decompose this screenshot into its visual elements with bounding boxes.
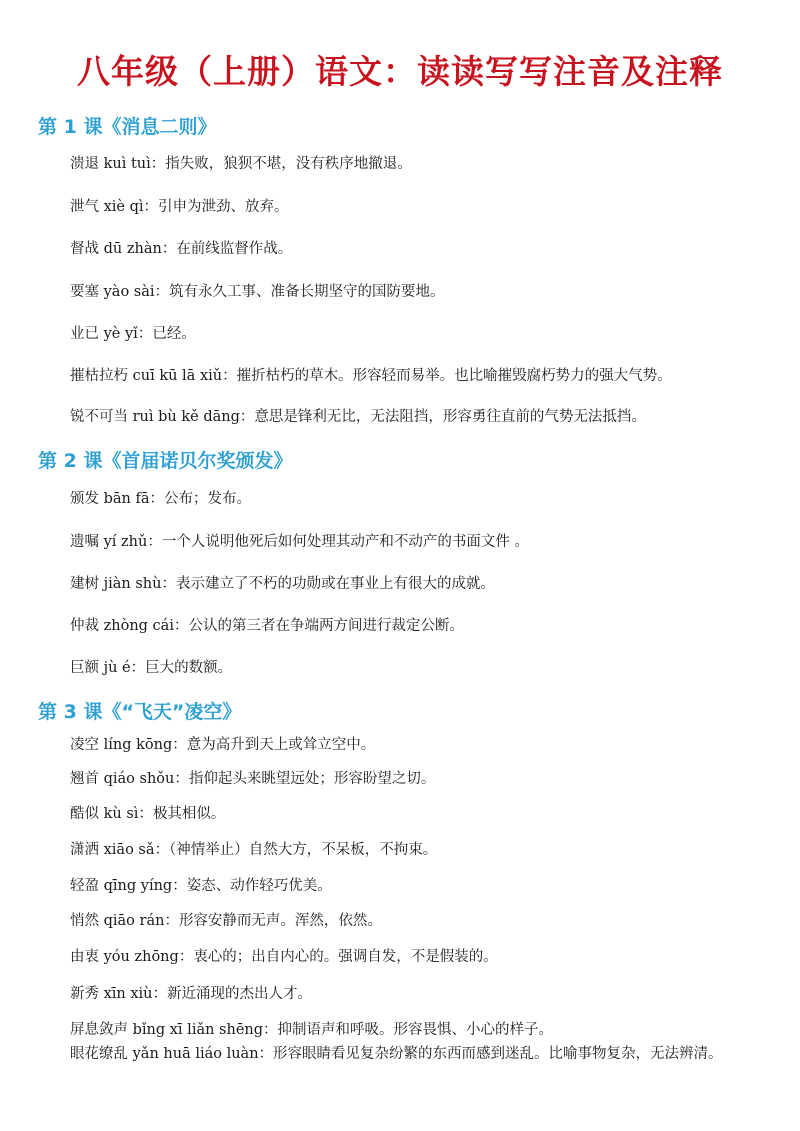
entry-row: 建树 jiàn shù：表示建立了不朽的功勋或在事业上有很大的成就。	[70, 576, 495, 592]
entry-definition: 形容安静而无声。浑然，依然。	[178, 913, 382, 929]
entry-pinyin: qīng yíng	[103, 878, 173, 894]
entry-definition: 指失败，狼狈不堪，没有秩序地撤退。	[165, 156, 412, 172]
entry-row: 摧枯拉朽 cuī kū lā xiǔ：摧折枯朽的草木。形容轻而易举。也比喻摧毁腐朽势力的强大气势。	[70, 368, 672, 384]
entry-pinyin: jù é	[103, 660, 131, 676]
entry-word: 建树	[70, 576, 99, 592]
entry-row: 督战 dū zhàn：在前线监督作战。	[70, 241, 293, 257]
entry-definition: 引申为泄劲、放弃。	[158, 199, 289, 215]
entry-definition: 巨大的数额。	[145, 660, 233, 676]
entry-row: 潇洒 xiāo sǎ：（神情举止）自然大方，不呆板，不拘束。	[70, 842, 438, 858]
entry-row: 酷似 kù sì：极其相似。	[70, 806, 226, 822]
entry-word: 由衷	[70, 949, 99, 965]
entry-pinyin: xīn xiù	[103, 986, 153, 1002]
entry-row: 新秀 xīn xiù：新近涌现的杰出人才。	[70, 986, 313, 1002]
entry-word: 要塞	[70, 284, 99, 300]
entry-pinyin: kuì tuì	[103, 156, 151, 172]
entry-word: 巨额	[70, 660, 99, 676]
entry-word: 督战	[70, 241, 99, 257]
entry-pinyin: bān fā	[103, 491, 150, 507]
entry-word: 翘首	[70, 771, 99, 787]
entry-word: 锐不可当	[70, 409, 128, 425]
entry-row: 眼花缭乱 yǎn huā liáo luàn：形容眼睛看见复杂纷繁的东西而感到迷乱。比喻事物复杂，无法辨清。	[70, 1046, 723, 1062]
entry-pinyin: cuī kū lā xiǔ	[132, 368, 223, 384]
entry-row: 颁发 bān fā：公布；发布。	[70, 491, 251, 507]
entry-definition: 公布；发布。	[164, 491, 251, 507]
entry-word: 泄气	[70, 199, 99, 215]
entry-definition: 衷心的；出自内心的。强调自发，不是假装的。	[193, 949, 498, 965]
entry-row: 业已 yè yǐ：已经。	[70, 326, 196, 342]
entry-pinyin: yào sài	[103, 284, 155, 300]
entry-row: 轻盈 qīng yíng：姿态、动作轻巧优美。	[70, 878, 332, 894]
entry-pinyin: kù sì	[103, 806, 139, 822]
entry-definition: 姿态、动作轻巧优美。	[186, 878, 332, 894]
entry-definition: 极其相似。	[152, 806, 226, 822]
entry-pinyin: yóu zhōng	[103, 949, 179, 965]
entry-pinyin: yè yǐ	[103, 326, 138, 342]
entry-row: 要塞 yào sài：筑有永久工事、准备长期坚守的国防要地。	[70, 284, 445, 300]
lesson-3-heading: 第 3 课《“飞天”凌空》	[38, 701, 242, 723]
entry-pinyin: líng kōng	[103, 737, 173, 753]
entry-word: 酷似	[70, 806, 99, 822]
entry-pinyin: xiè qì	[103, 199, 144, 215]
entry-pinyin: bǐng xī liǎn shēng	[132, 1022, 264, 1038]
entry-row: 溃退 kuì tuì：指失败，狼狈不堪，没有秩序地撤退。	[70, 156, 412, 172]
entry-row: 锐不可当 ruì bù kě dāng：意思是锋利无比，无法阻挡，形容勇往直前的气势无法抵挡。	[70, 409, 646, 425]
entry-definition: 在前线监督作战。	[176, 241, 293, 257]
entry-definition: 意思是锋利无比，无法阻挡，形容勇往直前的气势无法抵挡。	[254, 409, 646, 425]
entry-pinyin: ruì bù kě dāng	[132, 409, 240, 425]
entry-pinyin: zhòng cái	[103, 618, 174, 634]
entry-definition: （神情举止）自然大方，不呆板，不拘束。	[169, 842, 438, 858]
entry-pinyin: yǎn huā liáo luàn	[132, 1046, 259, 1062]
entry-pinyin: yí zhǔ	[103, 534, 148, 550]
entry-definition: 指仰起头来眺望远处；形容盼望之切。	[188, 771, 436, 787]
entry-word: 凌空	[70, 737, 99, 753]
entry-pinyin: qiāo rán	[103, 913, 165, 929]
entry-row: 仲裁 zhòng cái：公认的第三者在争端两方间进行裁定公断。	[70, 618, 464, 634]
entry-definition: 意为高升到天上或耸立空中。	[186, 737, 376, 753]
entry-word: 摧枯拉朽	[70, 368, 128, 384]
entry-row: 遗嘱 yí zhǔ：一个人说明他死后如何处理其动产和不动产的书面文件 。	[70, 534, 529, 550]
entry-definition: 形容眼睛看见复杂纷繁的东西而感到迷乱。比喻事物复杂，无法辨清。	[273, 1046, 723, 1062]
entry-word: 仲裁	[70, 618, 99, 634]
entry-pinyin: qiáo shǒu	[103, 771, 175, 787]
entry-definition: 已经。	[152, 326, 196, 342]
entry-row: 屏息敛声 bǐng xī liǎn shēng：抑制语声和呼吸。形容畏惧、小心的样子。	[70, 1022, 554, 1038]
entry-row: 翘首 qiáo shǒu：指仰起头来眺望远处；形容盼望之切。	[70, 771, 436, 787]
entry-pinyin: xiāo sǎ	[103, 842, 155, 858]
lesson-2-heading: 第 2 课《首届诺贝尔奖颁发》	[38, 450, 293, 472]
lesson-1-heading: 第 1 课《消息二则》	[38, 116, 217, 138]
entry-row: 凌空 líng kōng：意为高升到天上或耸立空中。	[70, 737, 376, 753]
entry-word: 屏息敛声	[70, 1022, 128, 1038]
entry-word: 新秀	[70, 986, 99, 1002]
entry-definition: 公认的第三者在争端两方间进行裁定公断。	[188, 618, 464, 634]
entry-row: 巨额 jù é：巨大的数额。	[70, 660, 233, 676]
entry-word: 悄然	[70, 913, 99, 929]
entry-definition: 表示建立了不朽的功勋或在事业上有很大的成就。	[175, 576, 495, 592]
entry-pinyin: jiàn shù	[103, 576, 162, 592]
entry-word: 颁发	[70, 491, 99, 507]
page-title: 八年级（上册）语文：读读写写注音及注释	[77, 52, 723, 91]
entry-word: 遗嘱	[70, 534, 99, 550]
entry-row: 悄然 qiāo rán：形容安静而无声。浑然，依然。	[70, 913, 382, 929]
entry-definition: 抑制语声和呼吸。形容畏惧、小心的样子。	[277, 1022, 554, 1038]
entry-word: 眼花缭乱	[70, 1046, 128, 1062]
entry-definition: 一个人说明他死后如何处理其动产和不动产的书面文件 。	[161, 534, 529, 550]
entry-row: 由衷 yóu zhōng：衷心的；出自内心的。强调自发，不是假装的。	[70, 949, 498, 965]
entry-definition: 摧折枯朽的草木。形容轻而易举。也比喻摧毁腐朽势力的强大气势。	[236, 368, 672, 384]
entry-word: 溃退	[70, 156, 99, 172]
entry-pinyin: dū zhàn	[103, 241, 162, 257]
entry-word: 业已	[70, 326, 99, 342]
entry-word: 潇洒	[70, 842, 99, 858]
entry-row: 泄气 xiè qì：引申为泄劲、放弃。	[70, 199, 289, 215]
entry-definition: 新近涌现的杰出人才。	[167, 986, 313, 1002]
entry-word: 轻盈	[70, 878, 99, 894]
entry-definition: 筑有永久工事、准备长期坚守的国防要地。	[169, 284, 445, 300]
